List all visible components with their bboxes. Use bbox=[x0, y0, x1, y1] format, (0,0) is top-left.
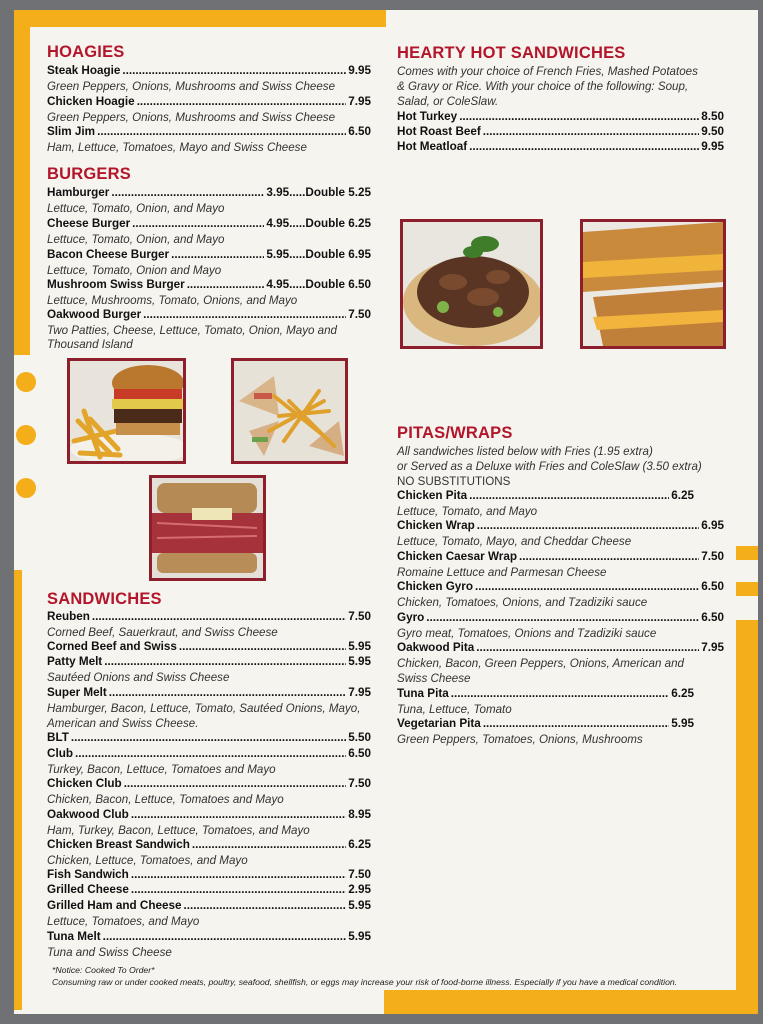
hot-intro-1: Comes with your choice of French Fries, Mashed Potatoes bbox=[397, 65, 698, 78]
item-desc: Sautéed Onions and Swiss Cheese bbox=[47, 671, 230, 684]
item-name: Super Melt bbox=[47, 686, 107, 699]
item-name: Slim Jim bbox=[47, 125, 96, 138]
hoagies-title: HOAGIES bbox=[47, 43, 125, 61]
item-name: Grilled Ham and Cheese bbox=[47, 899, 182, 912]
menu-item-hamburger bbox=[47, 186, 371, 199]
item-desc: Lettuce, Tomato, and Mayo bbox=[397, 505, 538, 518]
menu-item-tuna-melt bbox=[47, 930, 371, 943]
item-desc: Tuna, Lettuce, Tomato bbox=[397, 703, 512, 716]
pastrami-rye-photo bbox=[149, 475, 266, 581]
item-price: 5.95 bbox=[348, 899, 371, 912]
menu-item-hot-meatloaf bbox=[397, 140, 724, 153]
item-price: 5.95 bbox=[348, 640, 371, 653]
item-name: Corned Beef and Swiss bbox=[47, 640, 177, 653]
grilled-cheese-photo bbox=[580, 219, 726, 349]
club-sandwich-photo bbox=[231, 358, 348, 464]
right-tab-2 bbox=[736, 582, 758, 596]
item-price: 7.50 bbox=[348, 777, 371, 790]
item-price: 7.95 bbox=[348, 95, 371, 108]
item-price: 9.95 bbox=[701, 140, 724, 153]
item-price: 6.50 bbox=[701, 580, 724, 593]
burger-fries-photo bbox=[67, 358, 186, 464]
item-desc: Ham, Turkey, Bacon, Lettuce, Tomatoes, and Mayo bbox=[47, 824, 310, 837]
menu-item-oakwood-club bbox=[47, 808, 371, 821]
item-desc: Green Peppers, Tomatoes, Onions, Mushrooms bbox=[397, 733, 643, 746]
item-name: Club bbox=[47, 747, 73, 760]
item-desc-cont: Swiss Cheese bbox=[397, 672, 471, 685]
item-price: 4.95.....Double 6.50 bbox=[266, 278, 371, 291]
menu-item-gyro bbox=[397, 611, 724, 624]
item-name: Tuna Melt bbox=[47, 930, 101, 943]
pitas-intro-1: All sandwiches listed below with Fries (1.95 extra) bbox=[397, 445, 653, 458]
item-price: 9.95 bbox=[348, 64, 371, 77]
binder-hole-3 bbox=[16, 478, 36, 498]
menu-item-blt bbox=[47, 731, 371, 744]
menu-item-tuna-pita bbox=[397, 687, 694, 700]
item-name: Mushroom Swiss Burger bbox=[47, 278, 185, 291]
bottom-orange-band bbox=[384, 990, 758, 1014]
item-desc: Gyro meat, Tomatoes, Onions and Tzadiziki sauce bbox=[397, 627, 657, 640]
item-desc: Chicken, Tomatoes, Onions, and Tzadiziki sauce bbox=[397, 596, 648, 609]
sandwiches-title: SANDWICHES bbox=[47, 590, 162, 608]
item-price: 5.95.....Double 6.95 bbox=[266, 248, 371, 261]
item-name: Oakwood Burger bbox=[47, 308, 142, 321]
item-desc: Turkey, Bacon, Lettuce, Tomatoes and Mayo bbox=[47, 763, 276, 776]
item-name: Patty Melt bbox=[47, 655, 103, 668]
item-price: 4.95.....Double 6.25 bbox=[266, 217, 371, 230]
item-name: Chicken Breast Sandwich bbox=[47, 838, 190, 851]
item-desc: Corned Beef, Sauerkraut, and Swiss Cheese bbox=[47, 626, 278, 639]
item-name: Hot Turkey bbox=[397, 110, 458, 123]
item-desc: Romaine Lettuce and Parmesan Cheese bbox=[397, 566, 607, 579]
item-desc: Green Peppers, Onions, Mushrooms and Swiss Cheese bbox=[47, 111, 336, 124]
item-desc: Lettuce, Tomato, Mayo, and Cheddar Cheese bbox=[397, 535, 632, 548]
menu-item-vegetarian-pita bbox=[397, 717, 694, 730]
item-price: 6.50 bbox=[348, 125, 371, 138]
binder-hole-2 bbox=[16, 425, 36, 445]
menu-item-slim-jim bbox=[47, 125, 371, 138]
menu-item-oakwood-burger bbox=[47, 308, 371, 321]
item-price: 5.95 bbox=[671, 717, 694, 730]
item-desc-cont: American and Swiss Cheese. bbox=[47, 717, 199, 730]
item-name: Reuben bbox=[47, 610, 90, 623]
item-name: Vegetarian Pita bbox=[397, 717, 481, 730]
menu-item-reuben bbox=[47, 610, 371, 623]
item-name: Chicken Wrap bbox=[397, 519, 475, 532]
item-name: Steak Hoagie bbox=[47, 64, 121, 77]
menu-item-chicken-wrap bbox=[397, 519, 724, 532]
item-desc: Chicken, Lettuce, Tomatoes, and Mayo bbox=[47, 854, 248, 867]
menu-item-fish-sandwich bbox=[47, 868, 371, 881]
bottom-left-orange-strip bbox=[14, 570, 22, 1010]
menu-page bbox=[14, 10, 758, 1014]
hot-sandwiches-title: HEARTY HOT SANDWICHES bbox=[397, 44, 626, 62]
menu-item-hot-turkey bbox=[397, 110, 724, 123]
notice-line-1: *Notice: Cooked To Order* bbox=[52, 965, 155, 975]
item-price: 3.95.....Double 5.25 bbox=[266, 186, 371, 199]
pitas-intro-2: or Served as a Deluxe with Fries and ColeSlaw (3.50 extra) bbox=[397, 460, 702, 473]
item-name: Cheese Burger bbox=[47, 217, 131, 230]
item-name: Chicken Club bbox=[47, 777, 122, 790]
top-left-orange-band bbox=[14, 10, 386, 27]
item-price: 6.95 bbox=[701, 519, 724, 532]
item-price: 5.95 bbox=[348, 930, 371, 943]
item-desc: Ham, Lettuce, Tomatoes, Mayo and Swiss Cheese bbox=[47, 141, 307, 154]
hot-intro-2: & Gravy or Rice. With your choice of the following: Soup, bbox=[397, 80, 689, 93]
item-name: Chicken Hoagie bbox=[47, 95, 135, 108]
item-price: 7.50 bbox=[348, 308, 371, 321]
menu-item-super-melt bbox=[47, 686, 371, 699]
item-name: Oakwood Club bbox=[47, 808, 129, 821]
item-price: 9.50 bbox=[701, 125, 724, 138]
item-price: 7.95 bbox=[701, 641, 724, 654]
item-name: Oakwood Pita bbox=[397, 641, 475, 654]
item-name: Chicken Gyro bbox=[397, 580, 473, 593]
item-price: 6.25 bbox=[671, 489, 694, 502]
item-desc: Lettuce, Tomato, Onion, and Mayo bbox=[47, 233, 225, 246]
binder-hole-1 bbox=[16, 372, 36, 392]
item-desc: Chicken, Bacon, Lettuce, Tomatoes and Mayo bbox=[47, 793, 284, 806]
item-desc: Lettuce, Mushrooms, Tomato, Onions, and Mayo bbox=[47, 294, 298, 307]
item-price: 7.95 bbox=[348, 686, 371, 699]
left-orange-strip bbox=[14, 10, 30, 355]
pitas-intro-3: NO SUBSTITUTIONS bbox=[397, 475, 511, 488]
menu-item-cheese-burger bbox=[47, 217, 371, 230]
right-orange-strip bbox=[736, 620, 758, 1014]
menu-item-chicken-pita bbox=[397, 489, 694, 502]
item-name: Chicken Caesar Wrap bbox=[397, 550, 517, 563]
menu-item-oakwood-pita bbox=[397, 641, 724, 654]
menu-item-patty-melt bbox=[47, 655, 371, 668]
menu-item-grilled-ham-cheese bbox=[47, 899, 371, 912]
burgers-title: BURGERS bbox=[47, 165, 131, 183]
item-price: 6.25 bbox=[348, 838, 371, 851]
item-price: 7.50 bbox=[701, 550, 724, 563]
item-name: Hamburger bbox=[47, 186, 110, 199]
item-desc: Lettuce, Tomato, Onion and Mayo bbox=[47, 264, 222, 277]
item-name: Chicken Pita bbox=[397, 489, 468, 502]
item-name: Tuna Pita bbox=[397, 687, 449, 700]
gyro-photo bbox=[400, 219, 543, 349]
menu-item-chicken-breast-sandwich bbox=[47, 838, 371, 851]
item-desc: Tuna and Swiss Cheese bbox=[47, 946, 172, 959]
menu-item-chicken-club bbox=[47, 777, 371, 790]
menu-item-chicken-caesar-wrap bbox=[397, 550, 724, 563]
item-name: Fish Sandwich bbox=[47, 868, 129, 881]
hot-intro-3: Salad, or ColeSlaw. bbox=[397, 95, 499, 108]
item-price: 6.25 bbox=[671, 687, 694, 700]
pitas-wraps-title: PITAS/WRAPS bbox=[397, 424, 513, 442]
item-price: 5.95 bbox=[348, 655, 371, 668]
item-name: Hot Roast Beef bbox=[397, 125, 481, 138]
menu-item-hot-roast-beef bbox=[397, 125, 724, 138]
menu-item-club bbox=[47, 747, 371, 760]
item-name: Gyro bbox=[397, 611, 425, 624]
item-desc: Lettuce, Tomatoes, and Mayo bbox=[47, 915, 200, 928]
menu-item-steak-hoagie bbox=[47, 64, 371, 77]
menu-item-chicken-gyro bbox=[397, 580, 724, 593]
item-desc: Chicken, Bacon, Green Peppers, Onions, American and bbox=[397, 657, 684, 670]
item-desc-cont: Thousand Island bbox=[47, 338, 133, 351]
item-desc: Green Peppers, Onions, Mushrooms and Swiss Cheese bbox=[47, 80, 336, 93]
item-name: Grilled Cheese bbox=[47, 883, 129, 896]
item-name: Bacon Cheese Burger bbox=[47, 248, 170, 261]
menu-item-mushroom-swiss-burger bbox=[47, 278, 371, 291]
item-price: 8.50 bbox=[701, 110, 724, 123]
notice-line-2: Consuming raw or under cooked meats, poultry, seafood, shellfish, or eggs may increase your risk of food-borne illness. Especially if you have a medical condition. bbox=[52, 977, 678, 987]
item-name: BLT bbox=[47, 731, 69, 744]
menu-item-chicken-hoagie bbox=[47, 95, 371, 108]
item-name: Hot Meatloaf bbox=[397, 140, 468, 153]
right-tab-1 bbox=[736, 546, 758, 560]
item-price: 8.95 bbox=[348, 808, 371, 821]
menu-item-bacon-cheese-burger bbox=[47, 248, 371, 261]
item-price: 2.95 bbox=[348, 883, 371, 896]
item-desc: Two Patties, Cheese, Lettuce, Tomato, Onion, Mayo and bbox=[47, 324, 338, 337]
item-price: 7.50 bbox=[348, 868, 371, 881]
item-desc: Lettuce, Tomato, Onion, and Mayo bbox=[47, 202, 225, 215]
menu-item-grilled-cheese bbox=[47, 883, 371, 896]
item-price: 5.50 bbox=[348, 731, 371, 744]
item-price: 7.50 bbox=[348, 610, 371, 623]
item-desc: Hamburger, Bacon, Lettuce, Tomato, Sautéed Onions, Mayo, bbox=[47, 702, 361, 715]
item-price: 6.50 bbox=[701, 611, 724, 624]
item-price: 6.50 bbox=[348, 747, 371, 760]
menu-item-corned-beef-swiss bbox=[47, 640, 371, 653]
